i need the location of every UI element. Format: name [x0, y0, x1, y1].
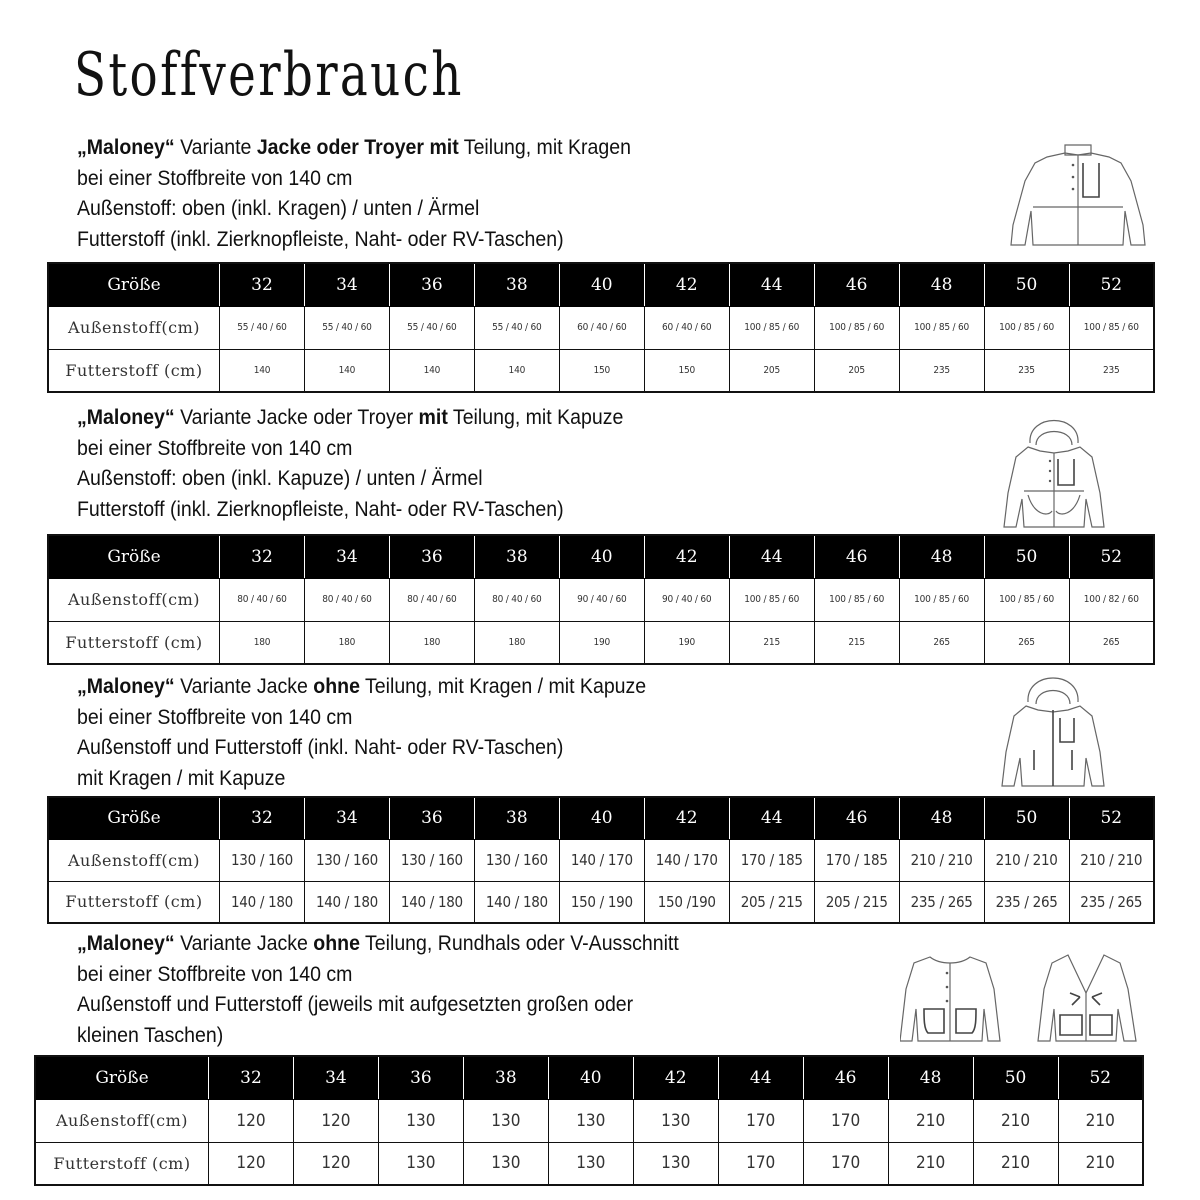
- value-cell: 265: [984, 621, 1069, 664]
- size-cell: 52: [1069, 535, 1154, 578]
- value-cell: 80 / 40 / 60: [220, 578, 305, 621]
- value-cell: 205 / 215: [729, 881, 814, 923]
- value-cell: 100 / 85 / 60: [984, 306, 1069, 349]
- value-cell: 150: [644, 349, 729, 392]
- value-cell: 210: [1058, 1142, 1143, 1185]
- value-cell: 80 / 40 / 60: [474, 578, 559, 621]
- size-cell: 36: [389, 263, 474, 306]
- row-label: Futterstoff (cm): [48, 881, 220, 923]
- value-cell: 130: [548, 1099, 633, 1142]
- value-cell: 90 / 40 / 60: [644, 578, 729, 621]
- size-cell: 36: [389, 797, 474, 839]
- value-cell: 120: [209, 1142, 294, 1185]
- desc-line-4: kleinen Taschen): [77, 1023, 224, 1047]
- size-cell: 46: [814, 263, 899, 306]
- value-cell: 55 / 40 / 60: [389, 306, 474, 349]
- value-cell: 210 / 210: [1069, 839, 1154, 881]
- desc-line-2: bei einer Stoffbreite von 140 cm: [77, 436, 353, 460]
- table-row: [48, 306, 1154, 349]
- header-label: Größe: [48, 797, 220, 839]
- size-cell: 34: [304, 263, 389, 306]
- value-cell: 100 / 85 / 60: [899, 578, 984, 621]
- size-cell: 44: [729, 535, 814, 578]
- value-cell: 120: [293, 1142, 378, 1185]
- value-cell: 235 / 265: [984, 881, 1069, 923]
- row-label: Futterstoff (cm): [48, 349, 220, 392]
- desc-line-3: Außenstoff und Futterstoff (inkl. Naht- oder RV-Taschen): [77, 736, 564, 759]
- size-cell: 42: [644, 263, 729, 306]
- value-cell: 190: [559, 621, 644, 664]
- value-cell: 55 / 40 / 60: [220, 306, 305, 349]
- value-cell: 140 / 170: [559, 839, 644, 881]
- row-label: Außenstoff(cm): [35, 1099, 209, 1142]
- size-cell: 34: [304, 797, 389, 839]
- value-cell: 235 / 265: [899, 881, 984, 923]
- value-cell: 130: [463, 1142, 548, 1185]
- value-cell: 140 / 170: [644, 839, 729, 881]
- size-cell: 46: [814, 535, 899, 578]
- table-row: [48, 881, 1154, 923]
- value-cell: 180: [304, 621, 389, 664]
- table-row: [35, 1142, 1143, 1185]
- value-cell: 100 / 85 / 60: [814, 578, 899, 621]
- desc-line-1: „Maloney“ Variante Jacke ohne Teilung, mit Kragen / mit Kapuze: [77, 675, 647, 698]
- value-cell: 140: [474, 349, 559, 392]
- table-row: [48, 621, 1154, 664]
- value-cell: 100 / 85 / 60: [814, 306, 899, 349]
- table-header-row: [48, 535, 1154, 578]
- desc-line-2: bei einer Stoffbreite von 140 cm: [77, 166, 353, 190]
- size-cell: 42: [633, 1056, 718, 1099]
- value-cell: 170 / 185: [729, 839, 814, 881]
- value-cell: 170: [718, 1142, 803, 1185]
- value-cell: 130 / 160: [389, 839, 474, 881]
- value-cell: 170: [803, 1099, 888, 1142]
- row-label: Futterstoff (cm): [35, 1142, 209, 1185]
- value-cell: 140: [389, 349, 474, 392]
- size-table: [47, 796, 1155, 924]
- value-cell: 100 / 85 / 60: [1069, 306, 1154, 349]
- value-cell: 100 / 85 / 60: [984, 578, 1069, 621]
- value-cell: 100 / 85 / 60: [729, 306, 814, 349]
- value-cell: 60 / 40 / 60: [644, 306, 729, 349]
- size-cell: 50: [984, 263, 1069, 306]
- size-cell: 48: [899, 263, 984, 306]
- value-cell: 190: [644, 621, 729, 664]
- size-cell: 42: [644, 535, 729, 578]
- value-cell: 140 / 180: [389, 881, 474, 923]
- size-cell: 48: [899, 797, 984, 839]
- value-cell: 140: [304, 349, 389, 392]
- size-cell: 48: [888, 1056, 973, 1099]
- value-cell: 130: [633, 1099, 718, 1142]
- size-cell: 50: [973, 1056, 1058, 1099]
- size-cell: 46: [814, 797, 899, 839]
- value-cell: 170: [718, 1099, 803, 1142]
- value-cell: 235: [899, 349, 984, 392]
- value-cell: 265: [899, 621, 984, 664]
- table-header-row: [35, 1056, 1143, 1099]
- value-cell: 150: [559, 349, 644, 392]
- section-description: [77, 929, 679, 1051]
- value-cell: 265: [1069, 621, 1154, 664]
- header-label: Größe: [48, 263, 220, 306]
- table-header-row: [48, 263, 1154, 306]
- value-cell: 100 / 85 / 60: [899, 306, 984, 349]
- value-cell: 180: [389, 621, 474, 664]
- value-cell: 170 / 185: [814, 839, 899, 881]
- size-cell: 36: [389, 535, 474, 578]
- size-cell: 50: [984, 535, 1069, 578]
- desc-line-2: bei einer Stoffbreite von 140 cm: [77, 705, 353, 729]
- size-cell: 32: [209, 1056, 294, 1099]
- section-description: [77, 403, 623, 525]
- size-table: [34, 1055, 1144, 1186]
- desc-line-3: Außenstoff: oben (inkl. Kragen) / unten / Ärmel: [77, 197, 480, 220]
- value-cell: 205 / 215: [814, 881, 899, 923]
- desc-line-1: „Maloney“ Variante Jacke oder Troyer mit Teilung, mit Kapuze: [77, 406, 624, 429]
- value-cell: 235 / 265: [1069, 881, 1154, 923]
- size-cell: 40: [559, 797, 644, 839]
- value-cell: 120: [293, 1099, 378, 1142]
- desc-line-4: mit Kragen / mit Kapuze: [77, 766, 286, 790]
- desc-line-3: Außenstoff und Futterstoff (jeweils mit aufgesetzten großen oder: [77, 993, 634, 1016]
- value-cell: 180: [220, 621, 305, 664]
- value-cell: 130: [378, 1099, 463, 1142]
- size-cell: 32: [220, 263, 305, 306]
- row-label: Außenstoff(cm): [48, 578, 220, 621]
- size-table: [47, 262, 1155, 393]
- jacket-zip-hood-sketch-icon: [998, 662, 1108, 792]
- desc-line-4: Futterstoff (inkl. Zierknopfleiste, Naht- oder RV-Taschen): [77, 227, 564, 251]
- size-cell: 46: [803, 1056, 888, 1099]
- jacket-roundneck-vneck-sketch-icon: [900, 949, 1140, 1049]
- size-cell: 50: [984, 797, 1069, 839]
- value-cell: 140 / 180: [304, 881, 389, 923]
- value-cell: 120: [209, 1099, 294, 1142]
- table-row: [48, 578, 1154, 621]
- value-cell: 150 / 190: [559, 881, 644, 923]
- value-cell: 55 / 40 / 60: [474, 306, 559, 349]
- row-label: Außenstoff(cm): [48, 306, 220, 349]
- value-cell: 180: [474, 621, 559, 664]
- value-cell: 150 /190: [644, 881, 729, 923]
- value-cell: 210: [888, 1099, 973, 1142]
- row-label: Außenstoff(cm): [48, 839, 220, 881]
- size-cell: 36: [378, 1056, 463, 1099]
- size-cell: 38: [463, 1056, 548, 1099]
- section-description: [77, 672, 646, 794]
- desc-line-4: Futterstoff (inkl. Zierknopfleiste, Naht- oder RV-Taschen): [77, 497, 564, 521]
- size-cell: 38: [474, 797, 559, 839]
- table-header-row: [48, 797, 1154, 839]
- desc-line-3: Außenstoff: oben (inkl. Kapuze) / unten / Ärmel: [77, 467, 483, 490]
- value-cell: 215: [814, 621, 899, 664]
- value-cell: 60 / 40 / 60: [559, 306, 644, 349]
- size-table: [47, 534, 1155, 665]
- table-row: [48, 839, 1154, 881]
- table-row: [35, 1099, 1143, 1142]
- desc-line-2: bei einer Stoffbreite von 140 cm: [77, 962, 353, 986]
- size-cell: 34: [304, 535, 389, 578]
- value-cell: 235: [1069, 349, 1154, 392]
- value-cell: 100 / 82 / 60: [1069, 578, 1154, 621]
- size-cell: 44: [729, 797, 814, 839]
- value-cell: 215: [729, 621, 814, 664]
- value-cell: 100 / 85 / 60: [729, 578, 814, 621]
- size-cell: 40: [548, 1056, 633, 1099]
- value-cell: 130 / 160: [220, 839, 305, 881]
- size-cell: 52: [1069, 797, 1154, 839]
- header-label: Größe: [48, 535, 220, 578]
- value-cell: 235: [984, 349, 1069, 392]
- value-cell: 80 / 40 / 60: [304, 578, 389, 621]
- value-cell: 130 / 160: [474, 839, 559, 881]
- value-cell: 130: [463, 1099, 548, 1142]
- jacket-hood-sketch-icon: [1000, 403, 1110, 533]
- value-cell: 140 / 180: [474, 881, 559, 923]
- size-cell: 38: [474, 535, 559, 578]
- header-label: Größe: [35, 1056, 209, 1099]
- value-cell: 130: [633, 1142, 718, 1185]
- size-cell: 52: [1069, 263, 1154, 306]
- value-cell: 140 / 180: [220, 881, 305, 923]
- value-cell: 90 / 40 / 60: [559, 578, 644, 621]
- section-description: [77, 133, 631, 255]
- size-cell: 42: [644, 797, 729, 839]
- size-cell: 32: [220, 535, 305, 578]
- value-cell: 80 / 40 / 60: [389, 578, 474, 621]
- value-cell: 130: [378, 1142, 463, 1185]
- size-cell: 44: [718, 1056, 803, 1099]
- value-cell: 55 / 40 / 60: [304, 306, 389, 349]
- jacket-collar-sketch-icon: [1003, 141, 1153, 249]
- size-cell: 34: [293, 1056, 378, 1099]
- value-cell: 210: [1058, 1099, 1143, 1142]
- page-title: Stoffverbrauch: [74, 40, 464, 110]
- table-row: [48, 349, 1154, 392]
- size-cell: 48: [899, 535, 984, 578]
- value-cell: 130: [548, 1142, 633, 1185]
- size-cell: 44: [729, 263, 814, 306]
- value-cell: 205: [729, 349, 814, 392]
- size-cell: 38: [474, 263, 559, 306]
- size-cell: 52: [1058, 1056, 1143, 1099]
- value-cell: 205: [814, 349, 899, 392]
- desc-line-1: „Maloney“ Variante Jacke oder Troyer mit Teilung, mit Kragen: [77, 136, 631, 159]
- size-cell: 40: [559, 535, 644, 578]
- value-cell: 170: [803, 1142, 888, 1185]
- size-cell: 32: [220, 797, 305, 839]
- value-cell: 140: [220, 349, 305, 392]
- value-cell: 210: [973, 1142, 1058, 1185]
- value-cell: 210 / 210: [984, 839, 1069, 881]
- value-cell: 210: [973, 1099, 1058, 1142]
- value-cell: 130 / 160: [304, 839, 389, 881]
- row-label: Futterstoff (cm): [48, 621, 220, 664]
- value-cell: 210 / 210: [899, 839, 984, 881]
- desc-line-1: „Maloney“ Variante Jacke ohne Teilung, Rundhals oder V-Ausschnitt: [77, 932, 679, 955]
- value-cell: 210: [888, 1142, 973, 1185]
- size-cell: 40: [559, 263, 644, 306]
